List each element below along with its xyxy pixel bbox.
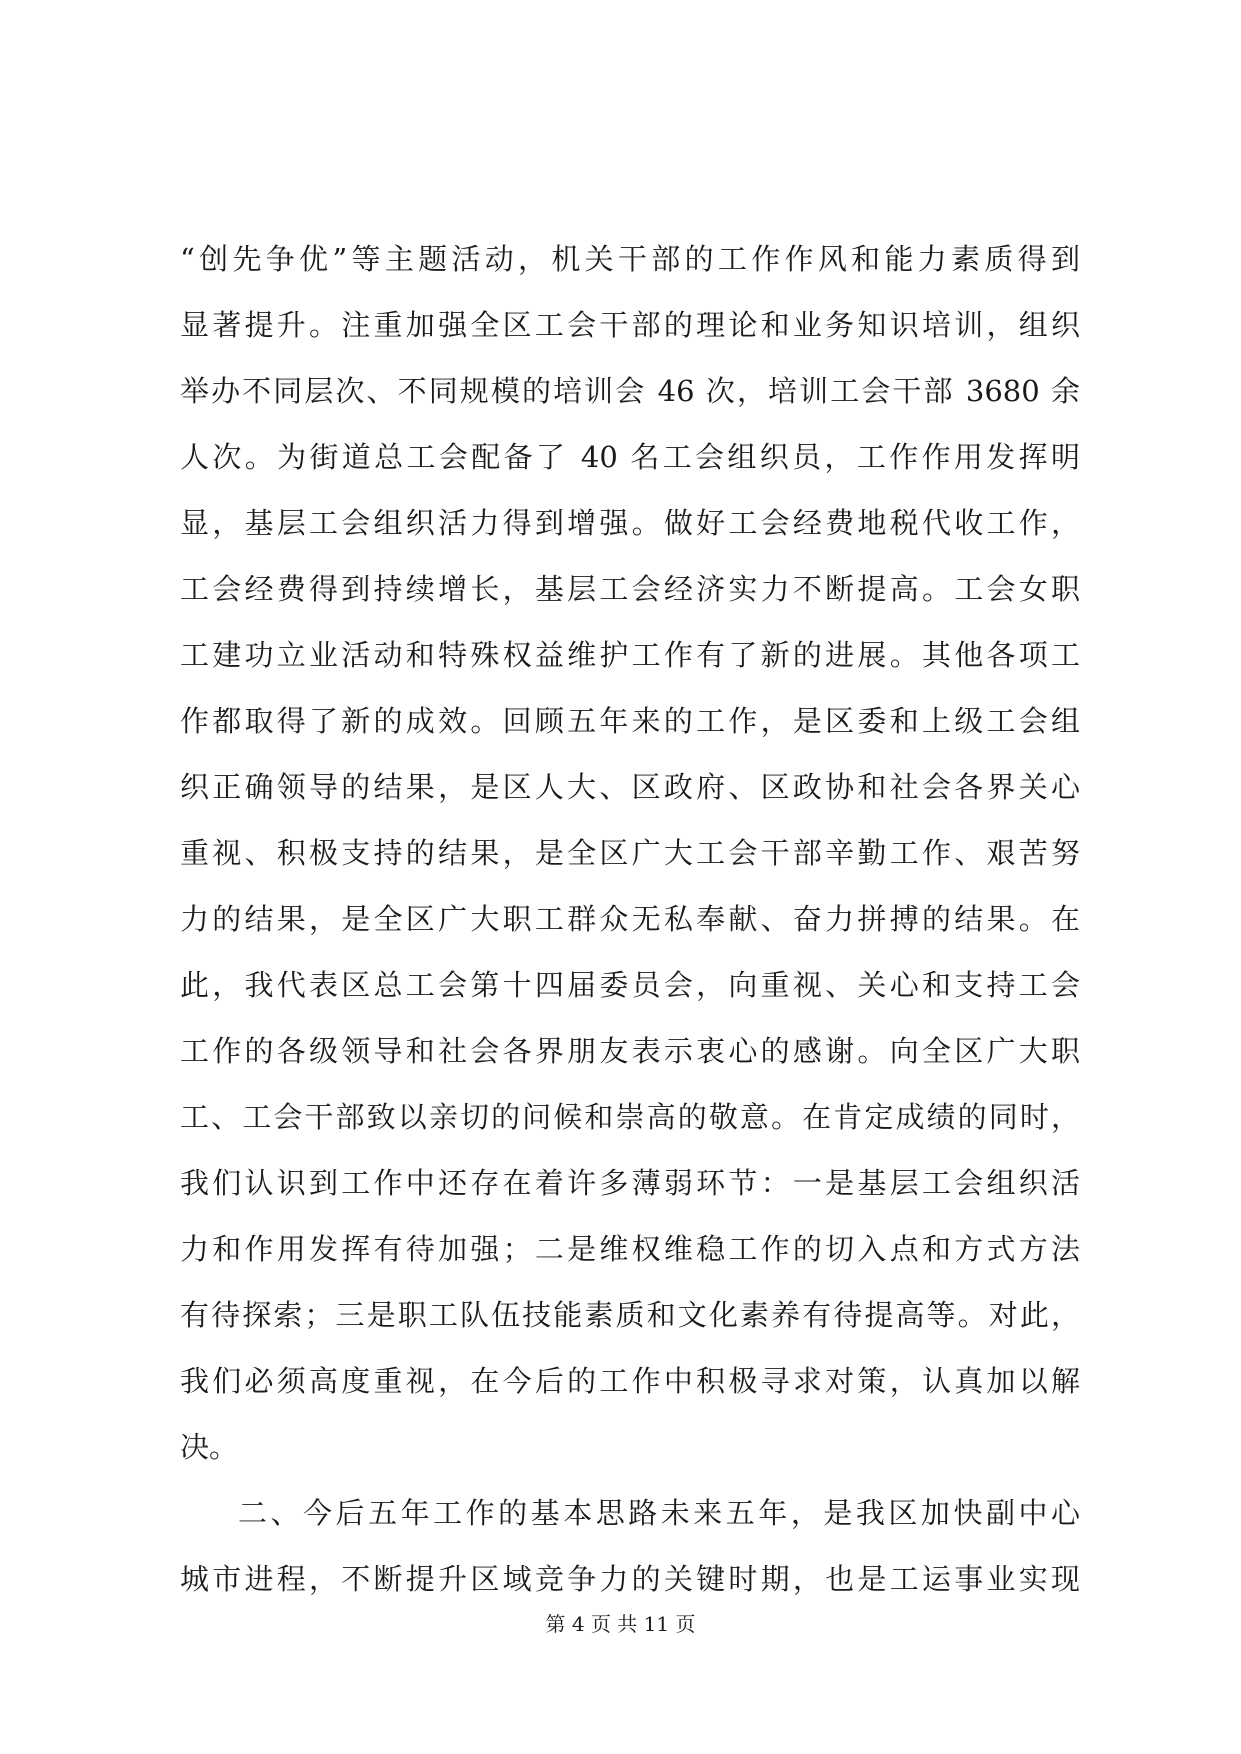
text-line: 工建功立业活动和特殊权益维护工作有了新的进展。其他各项工 bbox=[180, 638, 1080, 672]
text-line: 工、工会干部致以亲切的问候和崇高的敬意。在肯定成绩的同时， bbox=[180, 1100, 1080, 1134]
text-line: 此，我代表区总工会第十四届委员会，向重视、关心和支持工会 bbox=[180, 968, 1080, 1002]
text-line: 工会经费得到持续增长，基层工会经济实力不断提高。工会女职 bbox=[180, 572, 1080, 606]
text-line: 力和作用发挥有待加强；二是维权维稳工作的切入点和方式方法 bbox=[180, 1232, 1080, 1266]
text-line: 有待探索；三是职工队伍技能素质和文化素养有待提高等。对此， bbox=[180, 1298, 1080, 1332]
page-footer: 第 4 页 共 11 页 bbox=[545, 1612, 696, 1636]
text-line: 作都取得了新的成效。回顾五年来的工作，是区委和上级工会组 bbox=[180, 704, 1080, 738]
text-line: 决。 bbox=[180, 1430, 239, 1464]
text-line: 织正确领导的结果，是区人大、区政府、区政协和社会各界关心 bbox=[180, 770, 1080, 804]
text-line: 显，基层工会组织活力得到增强。做好工会经费地税代收工作， bbox=[180, 506, 1080, 540]
text-line: 城市进程，不断提升区域竞争力的关键时期，也是工运事业实现 bbox=[180, 1562, 1080, 1596]
body-text bbox=[180, 226, 1080, 1612]
text-line: 我们认识到工作中还存在着许多薄弱环节：一是基层工会组织活 bbox=[180, 1166, 1080, 1200]
text-line: 重视、积极支持的结果，是全区广大工会干部辛勤工作、艰苦努 bbox=[180, 836, 1080, 870]
text-line: “创先争优”等主题活动，机关干部的工作作风和能力素质得到 bbox=[180, 242, 1080, 276]
text-line: 举办不同层次、不同规模的培训会 46 次，培训工会干部 3680 余 bbox=[180, 374, 1080, 408]
text-line: 工作的各级领导和社会各界朋友表示衷心的感谢。向全区广大职 bbox=[180, 1034, 1080, 1068]
text-line: 我们必须高度重视，在今后的工作中积极寻求对策，认真加以解 bbox=[180, 1364, 1080, 1398]
text-line: 力的结果，是全区广大职工群众无私奉献、奋力拼搏的结果。在 bbox=[180, 902, 1080, 936]
section-heading-line: 二、今后五年工作的基本思路未来五年，是我区加快副中心 bbox=[238, 1496, 1080, 1530]
text-line: 显著提升。注重加强全区工会干部的理论和业务知识培训，组织 bbox=[180, 308, 1080, 342]
text-line: 人次。为街道总工会配备了 40 名工会组织员，工作作用发挥明 bbox=[180, 440, 1080, 474]
